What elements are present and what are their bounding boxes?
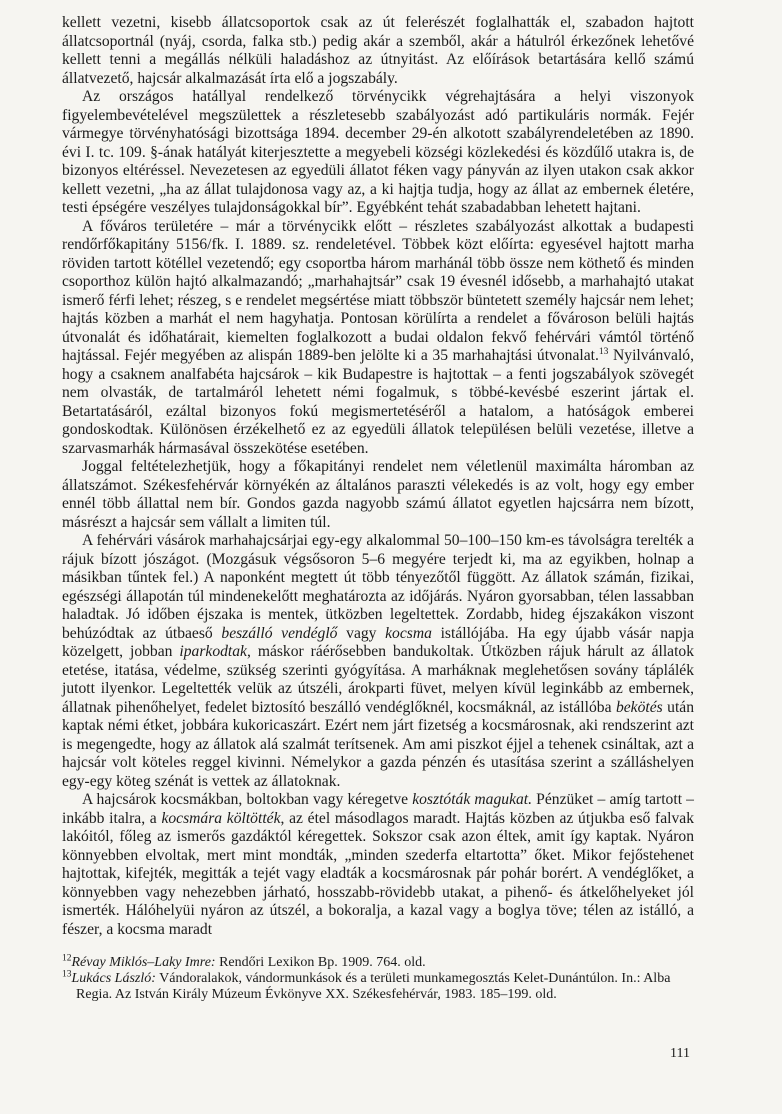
text-run: , máskor ráérősebben bandukoltak. Útközben rájuk hárult az állatok etetése, itatása, védelme, szükség szerinti gyógyítása. A marháknak meglehetősen sovány táplálék jutott ilyenkor. Legeltették velük az útszéli, árokparti füvet, melyen kívül leginkább az embernek, állatnak pihenőhelyet, fedelet biztosító beszálló vendéglőknél, kocsmáknál, az istállóba — [62, 643, 694, 716]
page-number: 111 — [670, 1046, 690, 1061]
paragraph — [62, 458, 694, 532]
text-run: , az étel másodlagos maradt. Hajtás közben az útjukba eső falvak lakóitól, főleg az ismerős gazdáktól kéregettek. Sokszor csak azon éltek, amit így kaptak. Nyáron könnyebben elvoltak, mert mint mondták, „minden szederfa eltartotta” őket. Mikor fejőstehenet hajtottak, kifejték, megitták a tejét vagy eladták a kocsmárosnak pár pohár borért. A vendéglőket, a könnyebben vagy nehezebben járható, hosszabb-rövidebb utakat, a pihenő- és átkelőhelyeket jól ismerték. Hálóhelyüi nyáron az útszél, a bokoralja, a kazal vagy a boglya töve; télen az istálló, a fészer, a kocsma maradt — [62, 809, 694, 938]
italic-text: Révay Miklós–Laky Imre: — [71, 955, 216, 970]
text-run: Pénzüket – amíg tartott – inkább italra, a — [62, 791, 694, 827]
text-run: vagy — [337, 624, 386, 642]
text-run: Nyilvánvaló, hogy a csaknem analfabéta hajcsárok – kik Budapestre is hajtottak – a fenti jogszabályok szövegét nem olvasták, de tartalmáról lehetett némi fogalmuk, s többé-kevésbé eszerint jártak el. Betartatásáról, ezáltal bizonyos fokú megismertetéséről a hatalom, a hatóságok emberei gondoskodtak. Különösen érzékelhető ez az egyedüli állatok településen belüli vezetése, illetve a szarvasmarhák hármasával összekötése esetében. — [62, 347, 694, 457]
paragraph — [62, 88, 694, 218]
italic-text: kosztóták magukat. — [412, 791, 533, 808]
footnote — [62, 953, 694, 971]
paragraph — [62, 791, 694, 939]
italic-text: iparkodtak — [179, 643, 247, 660]
footnote — [62, 969, 694, 1003]
text-run: Vándoralakok, vándormunkások és a területi munkamegosztás Kelet-Dunántúlon. In.: Alba Regia. Az István Király Múzeum Évkönyve XX. Székesfehérvár, 1983. 185–199. old. — [76, 971, 671, 1002]
italic-text: kocsmára költötték — [161, 809, 281, 827]
text-run: A hajcsárok kocsmákban, boltokban vagy kéregetve — [82, 791, 413, 808]
text-run: Rendőri Lexikon Bp. 1909. 764. old. — [215, 955, 426, 970]
footnotes — [62, 955, 694, 1003]
italic-text: bekötés — [615, 698, 663, 716]
text-run: istállójába. Ha egy újabb vásár napja közelgett, jobban — [62, 624, 694, 660]
italic-text: Lukács László: — [71, 971, 156, 986]
text-run: Az országos hatállyal rendelkező törvénycikk végrehajtására a helyi viszonyok figyelembevételével megszülettek a részletesebb szabályozást adó partikuláris normák. Fejér vármegye törvényhatósági bizottsága 1894. december 29-én alkotott szabályrendeletében az 1890. évi I. tc. 109. §-ának hatályát kiterjesztette a megyebeli községi közlekedési és közdűlő utakra is, de bizonyos eltéréssel. Nevezetesen az egyedüli állatot féken vagy pányván az ilyen utakon csak akkor kellett vezetni, „ha az állat tulajdonosa vagy az, a ki hajtja tudja, hogy az állat az embernek életére, testi épségére veszélyes tulajdonságokkal bír”. Egyébként tehát szabadabban lehetett hajtani. — [62, 88, 694, 216]
paragraph — [62, 532, 694, 791]
text-run: A főváros területére – már a törvénycikk előtt – részletes szabályozást alkottak a budapesti rendőrfőkapitány 5156/fk. I. 1889. sz. rendeletével. Többek közt előírta: egyesével hajtott marha röviden tartott kötéllel vezetendő; egy csoportba három marhánál több össze nem köthető és minden csoporthoz külön hajtó alkalmazandó; „marhahajtsár” csak 19 évesnél idősebb, a marhahajtó utakat ismerő férfi lehet; részeg, s e rendelet megsértése miatt többször büntetett személy hajcsár nem lehet; hajtás közben a marhát el nem hagyhatja. Pontosan körülírta a rendelet a fővároson belüli hajtás útvonalát és időhatárait, kiemelten foglalkozott a budai oldalon fekvő fehérvári vámtól történő hajtással. Fejér megyében az alispán 1889-ben jelölte ki a 35 marhahajtási útvonalat. — [62, 217, 694, 364]
text-run: A fehérvári vásárok marhahajcsárjai egy-egy alkalommal 50–100–150 km-es távolságra terelték a rájuk bízott jószágot. (Mozgásuk végsősoron 5–6 megyére terjedt ki, ma az egyikben, holnap a másikban tűntek fel.) A naponként megtett út több tényezőtől függött. Az állatok számán, fizikai, egészségi állapotán túl mindenekelőtt meghatározta az időjárás. Nyáron gyorsabban, télen lassabban haladtak. Jó időben éjszaka is mentek, ütközben legeltettek. Zordabb, hideg éjszakákon viszont behúzódtak az útbaeső — [62, 532, 694, 642]
italic-text: beszálló vendéglő — [221, 624, 338, 642]
body-text — [62, 14, 694, 939]
footnote-number: 13 — [62, 969, 72, 980]
paragraph — [62, 218, 694, 459]
text-run: után kaptak némi étket, jobbára kukoricaszárt. Ezért nem járt fizetség a kocsmárosnak, aki rendszerint azt is megengedte, hogy az állatok alá szalmát terítsenek. Am ami piszkot éjjel a tehenek csináltak, azt a hajcsár volt köteles reggel kivinni. Némelykor a gazda pénzén és utasítása szerint a szálláshelyen egy-egy köteg szénát is vettek az állatoknak. — [62, 698, 694, 790]
text-run: Joggal feltételezhetjük, hogy a főkapitányi rendelet nem véletlenül maximálta háromban az állatszámot. Székesfehérvár környékén az általános paraszti vélekedés is az volt, hogy egy ember ennél több állattal nem bír. Gondos gazda nagyobb számú állatot egyetlen hajcsárra nem bízott, másrészt a hajcsár sem vállalt a limiten túl. — [62, 458, 694, 531]
footnote-ref: 13 — [598, 346, 609, 357]
italic-text: kocsma — [385, 624, 432, 642]
footnote-number: 12 — [62, 953, 72, 964]
paragraph — [62, 14, 694, 88]
text-run: kellett vezetni, kisebb állatcsoportok csak az út felerészét foglalhatták el, szabadon hajtott állatcsoportnál (nyáj, csorda, falka stb.) pedig akár a szemből, akár a hátulról érkezőnek lehetővé kellett tenni a megállás nélküli haladáshoz az útnyitást. Az előírások betartására kellő számú állatvezető, hajcsár alkalmazását írta elő a jogszabály. — [62, 14, 694, 87]
